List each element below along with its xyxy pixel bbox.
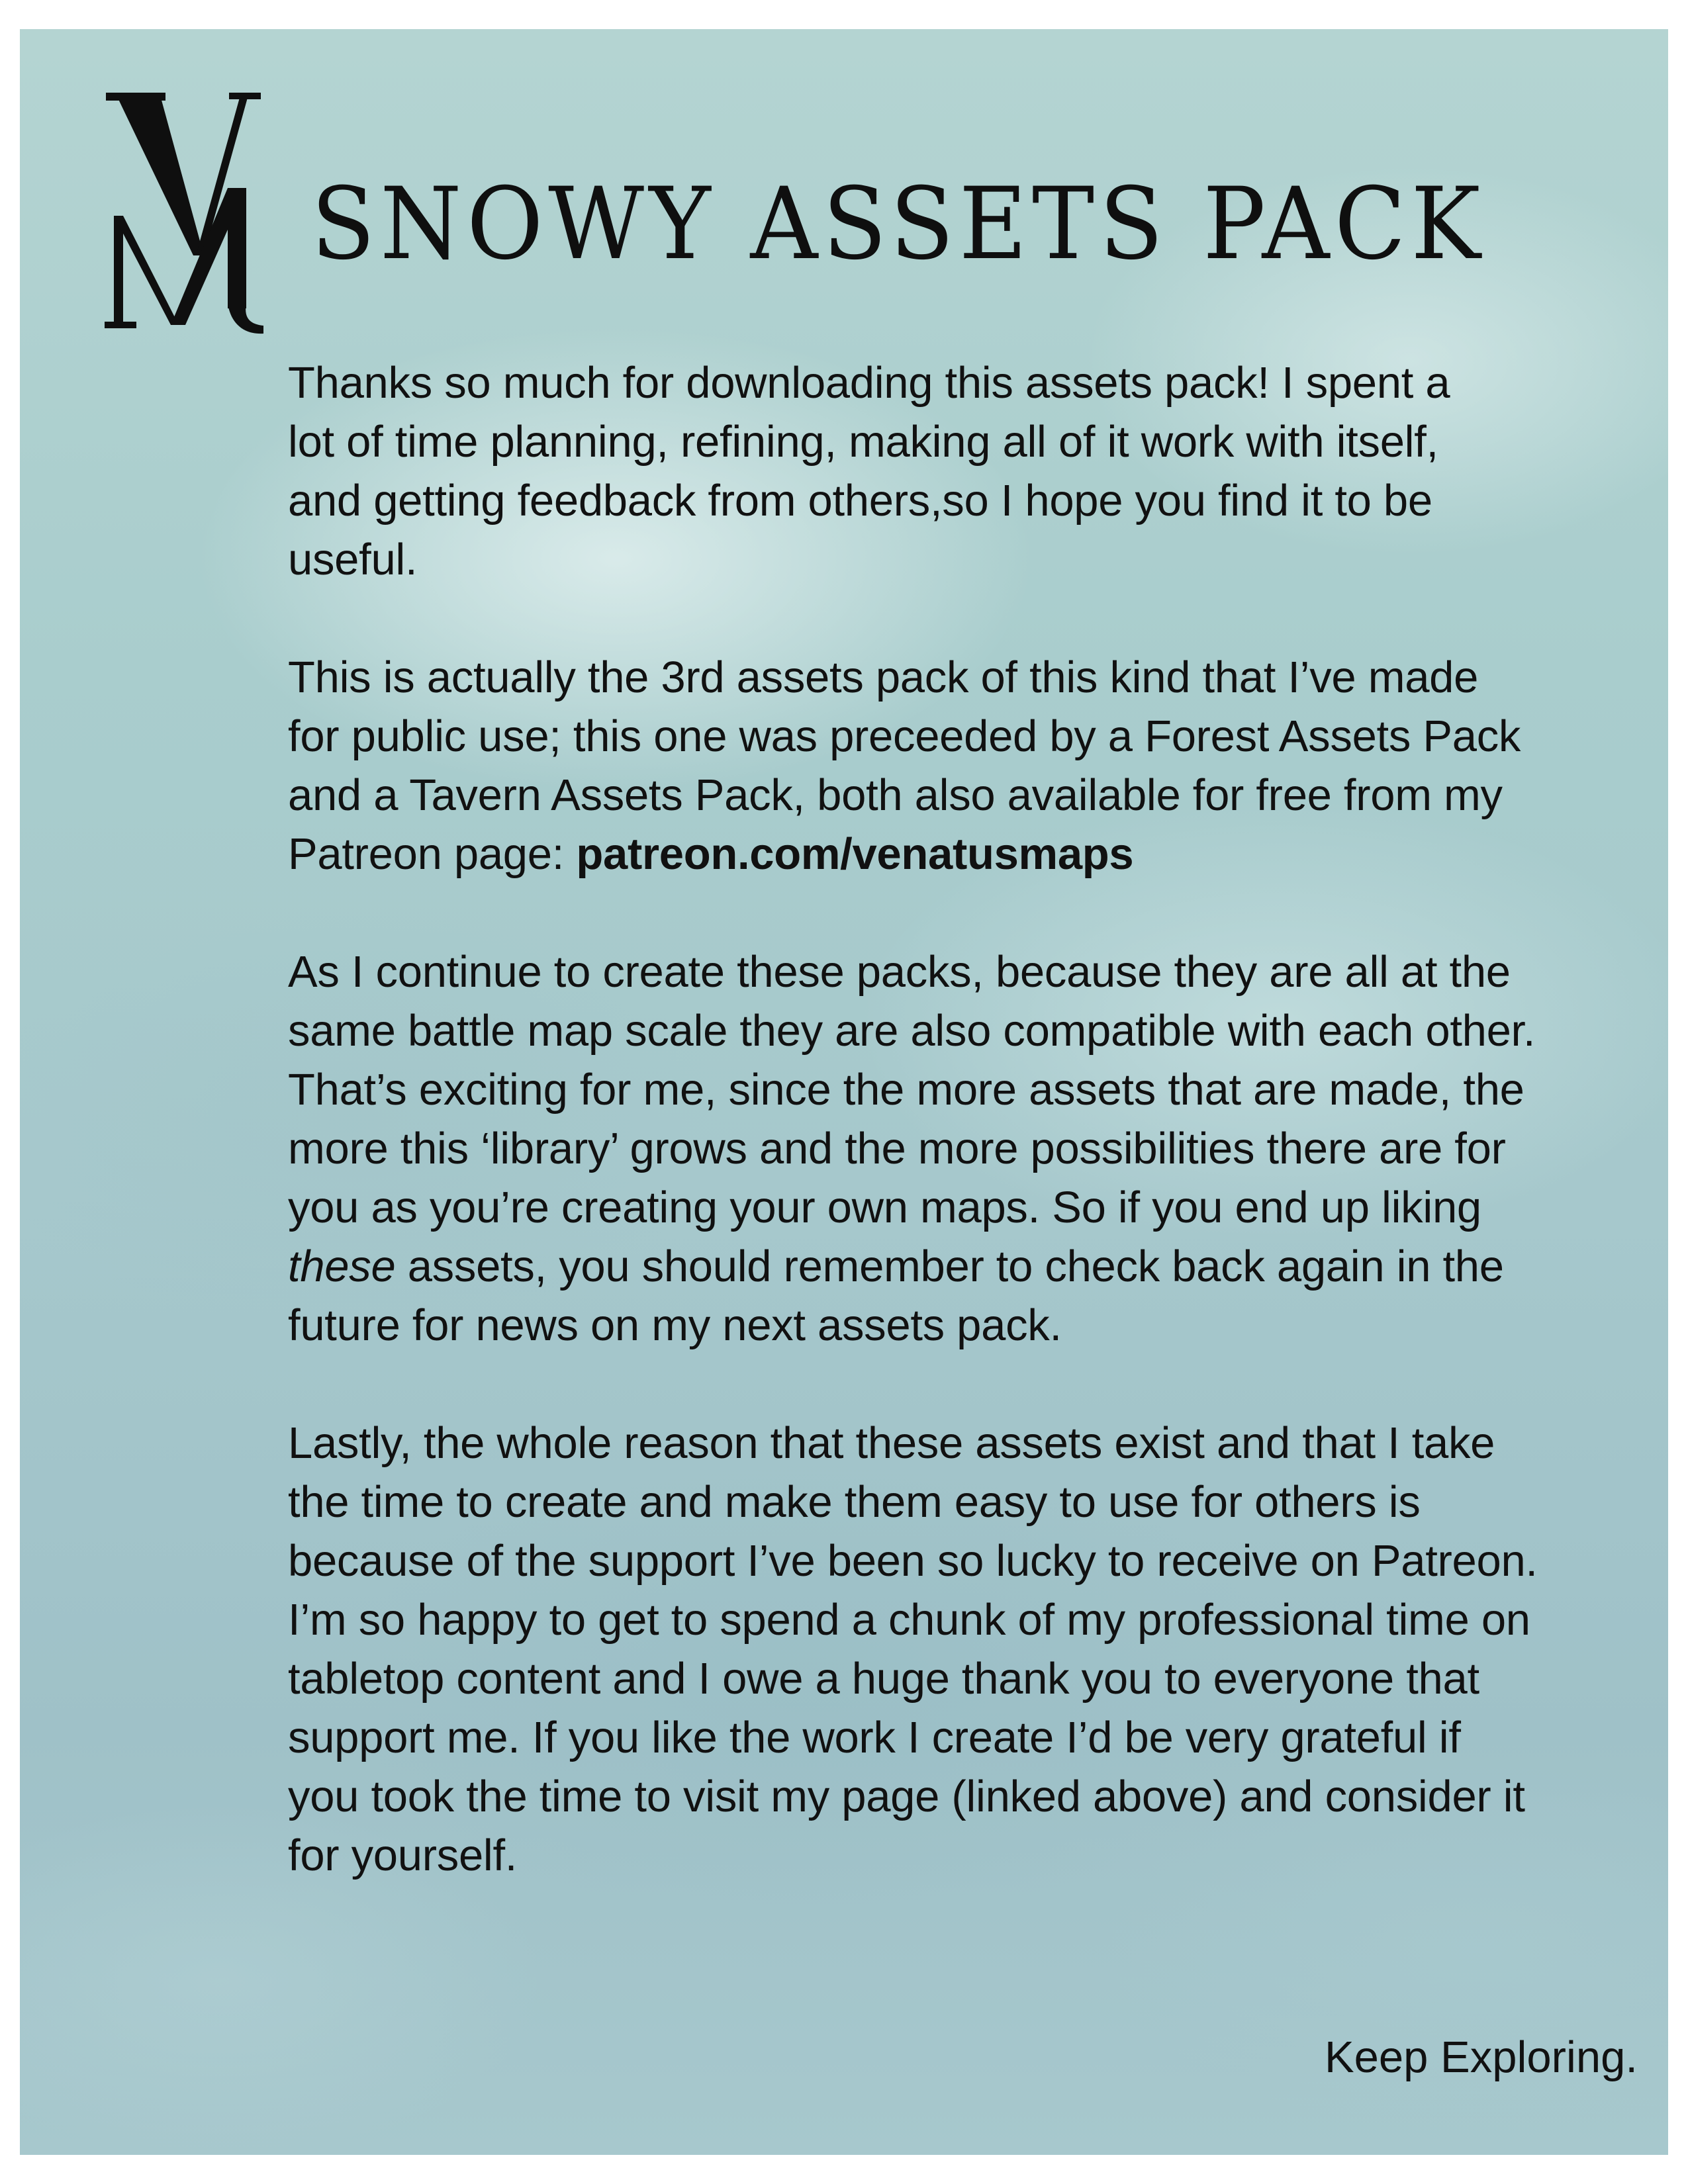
patreon-link[interactable]: patreon.com/venatusmaps bbox=[576, 829, 1134, 879]
paragraph-thanks bbox=[288, 1414, 1645, 1885]
paragraph-compatibility bbox=[288, 942, 1645, 1355]
text-line bbox=[288, 1237, 1645, 1296]
text-line bbox=[288, 825, 1645, 884]
text-line: the time to create and make them easy to use for others is bbox=[288, 1477, 1421, 1527]
text-line: for public use; this one was preceeded by a Forest Assets Pack bbox=[288, 711, 1521, 761]
paragraph-history bbox=[288, 648, 1645, 884]
text-line: This is actually the 3rd assets pack of this kind that I’ve made bbox=[288, 653, 1479, 702]
emphasis-rest: assets, you should remember to check back again in the bbox=[395, 1242, 1504, 1291]
text-line: As I continue to create these packs, because they are all at the bbox=[288, 947, 1511, 997]
text-line: because of the support I’ve been so lucky to receive on Patreon. bbox=[288, 1536, 1538, 1586]
text-line: That’s exciting for me, since the more assets that are made, the bbox=[288, 1065, 1524, 1115]
document-page bbox=[20, 29, 1668, 2155]
text-line: you as you’re creating your own maps. So if you end up liking bbox=[288, 1183, 1481, 1232]
text-line: and a Tavern Assets Pack, both also available for free from my bbox=[288, 770, 1503, 820]
text-line: Thanks so much for downloading this assets pack! I spent a bbox=[288, 358, 1450, 408]
signoff: Keep Exploring. bbox=[1324, 2032, 1638, 2082]
paragraph-intro bbox=[288, 353, 1645, 589]
vm-monogram-logo bbox=[105, 90, 277, 341]
text-line: more this ‘library’ grows and the more possibilities there are for bbox=[288, 1124, 1506, 1173]
text-line: support me. If you like the work I create I’d be very grateful if bbox=[288, 1713, 1461, 1762]
body-text bbox=[288, 353, 1645, 1944]
text-line: same battle map scale they are also compatible with each other. bbox=[288, 1006, 1536, 1056]
text-line: I’m so happy to get to spend a chunk of my professional time on bbox=[288, 1595, 1530, 1645]
text-line: for yourself. bbox=[288, 1831, 518, 1880]
text-line: future for news on my next assets pack. bbox=[288, 1300, 1062, 1350]
page-title: SNOWY ASSETS PACK bbox=[311, 167, 1486, 282]
text-line: tabletop content and I owe a huge thank you to everyone that bbox=[288, 1654, 1479, 1704]
text-line: Lastly, the whole reason that these assets exist and that I take bbox=[288, 1418, 1495, 1468]
patreon-prefix: Patreon page: bbox=[288, 829, 577, 879]
emphasis-these: these bbox=[288, 1242, 396, 1291]
text-line: lot of time planning, refining, making all of it work with itself, bbox=[288, 417, 1438, 467]
text-line: useful. bbox=[288, 535, 418, 584]
text-line: and getting feedback from others,so I hope you find it to be bbox=[288, 476, 1432, 525]
text-line: you took the time to visit my page (linked above) and consider it bbox=[288, 1772, 1525, 1821]
